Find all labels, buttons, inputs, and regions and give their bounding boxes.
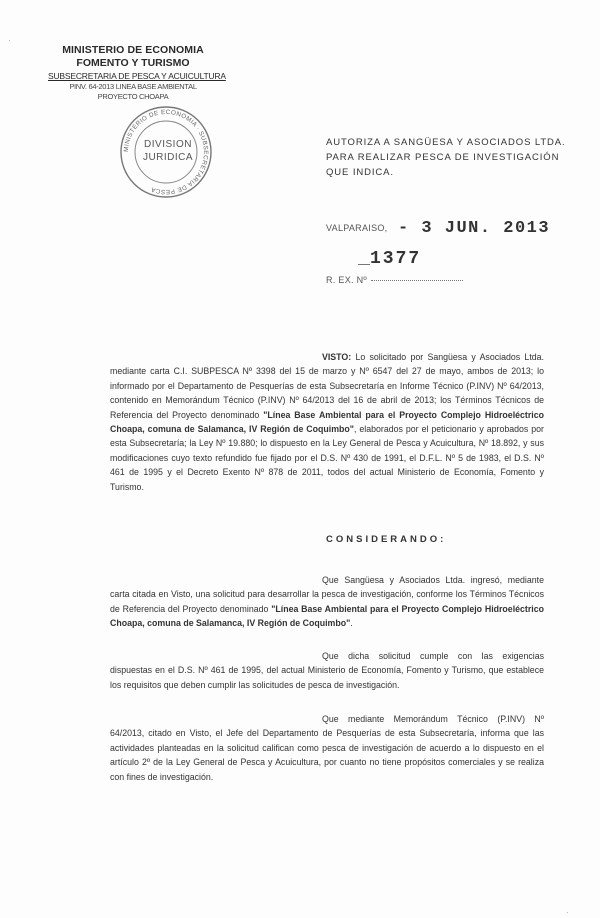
- stamp-ring-text: MINISTERIO DE ECONOMIA · SUBSECRETARIA DE PESCA: [122, 108, 210, 196]
- project-title: "Línea Base Ambiental para el Proyecto Complejo Hidroeléctrico Choapa, comuna de Salamanca, IV Región de Coquimbo": [110, 603, 544, 629]
- stamp-center-text: DIVISION JURIDICA: [142, 139, 194, 163]
- visto-text-cont: , elaborados por el peticionario y aprobados por esta Subsecretaría; la Ley Nº 19.880; lo dispuesto en la Ley General de Pesca y Acuicultura, Nº 18.892, y sus modificaciones cuyo texto refundido fue fijado por el D.S. Nº 430 de 1991, el D.F.L. Nº 5 de 1983, el D.S. Nº 461 de 1995 y el Decreto Exento Nº 878 de 2011, todos del actual Ministerio de Economía, Fomento y Turismo.: [110, 424, 544, 492]
- resolution-number: 1377: [370, 249, 422, 269]
- pinv-reference: PINV. 64-2013 LINEA BASE AMBIENTAL: [69, 82, 197, 91]
- number-dash: [358, 264, 370, 265]
- letterhead: [48, 44, 226, 101]
- ministry-name-line2: FOMENTO Y TURISMO: [76, 57, 190, 69]
- proyecto-reference: PROYECTO CHOAPA: [97, 92, 169, 101]
- subsecretaria-name: SUBSECRETARIA DE PESCA Y ACUICULTURA: [48, 71, 226, 81]
- considerando-text: Que dicha solicitud cumple con las exigencias dispuestas en el D.S. Nº 461 de 1995, del actual Ministerio de Economía, Fomento y Turismo, que establece los requisitos que deben cumplir las solicitudes de pesca de investigación.: [110, 651, 544, 690]
- visto-paragraph: [110, 350, 544, 494]
- project-title: "Línea Base Ambiental para el Proyecto Complejo Hidroeléctrico Choapa, comuna de Salamanca, IV Región de Coquimbo": [110, 409, 544, 435]
- considerando-heading: CONSIDERANDO:: [326, 534, 447, 545]
- scan-mark: ·: [566, 908, 569, 917]
- resolution-summary: AUTORIZA A SANGÜESA Y ASOCIADOS LTDA. PARA REALIZAR PESCA DE INVESTIGACIÓN QUE INDICA.: [326, 137, 566, 178]
- scan-mark: ·: [8, 36, 11, 45]
- considerando-paragraph-1: Que Sangüesa y Asociados Ltda. ingresó, mediante carta citada en Visto, una solicitud para desarrollar la pesca de investigación, conforme los Términos Técnicos de Referencia del Proyecto denominado "Línea Base Ambiental para el Proyecto Complejo Hidroeléctrico Choapa, comuna de Salamanca, IV Región de Coquimbo".: [110, 575, 544, 629]
- resolution-number-line: [371, 280, 463, 281]
- considerando-paragraph-2: [110, 649, 544, 692]
- place-label: VALPARAISO,: [326, 223, 388, 233]
- visto-text: Lo solicitado por Sangüesa y Asociados Ltda. mediante carta C.I. SUBPESCA Nº 3398 del 15 de marzo y Nº 6547 del 27 de mayo, ambos de 2013; lo informado por el Departamento de Pesquerías de esta Subsecretaría en Informe Técnico (P.INV) Nº 64/2013, contenido en Memorándum Técnico (P.INV) Nº 64/2013 del 16 de abril de 2013; los Términos Técnicos de Referencia del Proyecto denominado: [110, 352, 544, 420]
- place-date: [326, 218, 550, 237]
- resolution-date: - 3 JUN. 2013: [397, 219, 551, 238]
- resolution-number-field: [326, 270, 463, 288]
- ministry-name: MINISTERIO DE ECONOMIA: [62, 44, 204, 56]
- considerando-paragraph-3: [110, 712, 544, 784]
- resolution-number-label: R. EX. Nº: [326, 275, 367, 285]
- visto-label: VISTO:: [322, 352, 352, 362]
- considerando-text: Que Sangüesa y Asociados Ltda. ingresó, mediante carta citada en Visto, una solicitud para desarrollar la pesca de investigación, conforme los Términos Técnicos de Referencia del Proyecto denominado: [110, 575, 544, 614]
- considerando-text: Que mediante Memorándum Técnico (P.INV) Nº 64/2013, citado en Visto, el Jefe del Departamento de Pesquerías de esta Subsecretaría, informa que las actividades planteadas en la solicitud califican como pesca de investigación de acuerdo a lo dispuesto en el artículo 2º de la Ley General de Pesca y Acuicultura, por cuanto no tiene propósitos comerciales y se realiza con fines de investigación.: [110, 714, 544, 782]
